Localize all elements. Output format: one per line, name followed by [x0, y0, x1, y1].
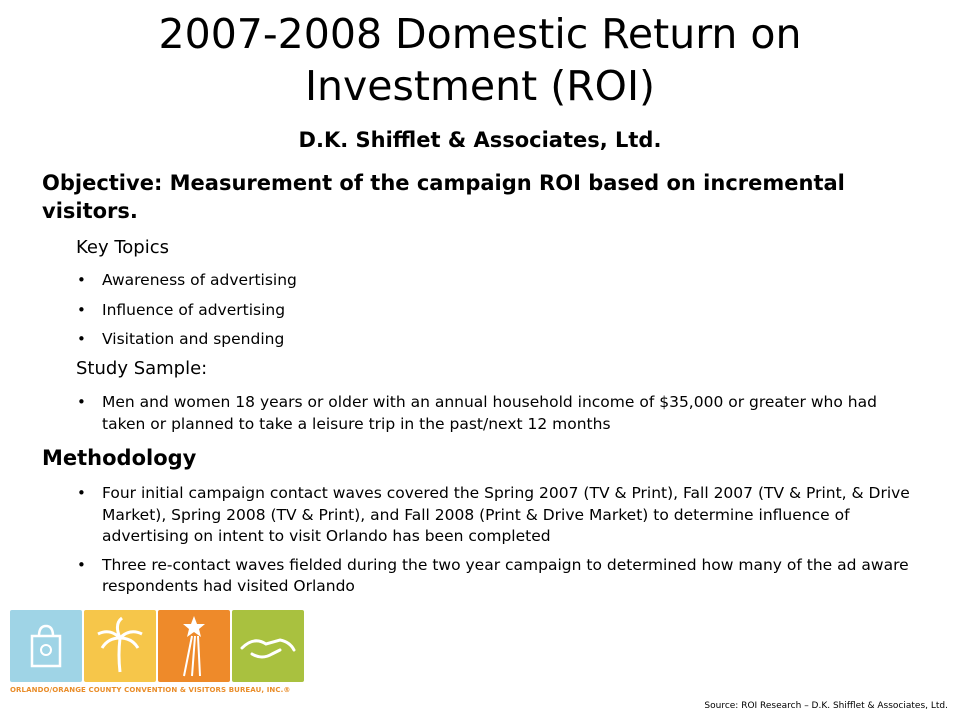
logo-tile-blue	[10, 610, 82, 682]
shopping-bag-icon	[10, 610, 82, 682]
bullet-icon: •	[77, 484, 86, 502]
slide-title	[0, 8, 960, 112]
title-line-1: 2007-2008 Domestic Return on	[158, 10, 802, 58]
methodology-list	[0, 483, 920, 598]
source-footnote: Source: ROI Research – D.K. Shifflet & Associates, Ltd.	[704, 701, 948, 711]
list-item: • Awareness of advertising	[0, 270, 297, 292]
palm-tree-icon	[84, 610, 156, 682]
key-topics-heading: Key Topics	[76, 237, 170, 258]
bureau-logo	[10, 610, 310, 705]
study-sample-heading: Study Sample:	[76, 358, 208, 379]
study-sample-list	[0, 392, 920, 435]
list-item: • Men and women 18 years or older with an annual household income of $35,000 or greater who had taken or planned to take a leisure trip in the past/next 12 months	[77, 393, 877, 433]
bullet-icon: •	[77, 271, 86, 289]
objective-text: Objective: Measurement of the campaign ROI based on incremental visitors.	[42, 171, 845, 223]
title-line-2: Investment (ROI)	[304, 62, 656, 110]
bullet-icon: •	[77, 300, 86, 319]
handshake-icon	[232, 610, 304, 682]
list-item: • Four initial campaign contact waves covered the Spring 2007 (TV & Print), Fall 2007 (TV & Print, & Drive Market), Spring 2008 (TV & Print), and Fall 2008 (Print & Drive Market) to determine influence of advertising on intent to visit Orlando has been completed	[77, 484, 910, 545]
slide-subtitle: D.K. Shifflet & Associates, Ltd.	[298, 128, 662, 152]
bullet-icon: •	[77, 555, 86, 574]
list-item: • Influence of advertising	[0, 300, 297, 322]
bullet-icon: •	[77, 330, 86, 348]
list-item: • Three re-contact waves fielded during the two year campaign to determined how many of the ad aware respondents had visited Orlando	[77, 555, 909, 595]
key-topics-list	[0, 270, 297, 351]
logo-tile-green	[232, 610, 304, 682]
logo-tile-yellow	[84, 610, 156, 682]
logo-caption: ORLANDO/ORANGE COUNTY CONVENTION & VISITORS BUREAU, INC.®	[10, 686, 291, 694]
bullet-icon: •	[77, 393, 86, 411]
list-item: • Visitation and spending	[0, 329, 297, 351]
logo-tile-orange	[158, 610, 230, 682]
methodology-heading: Methodology	[42, 446, 197, 470]
shooting-star-icon	[158, 610, 230, 682]
